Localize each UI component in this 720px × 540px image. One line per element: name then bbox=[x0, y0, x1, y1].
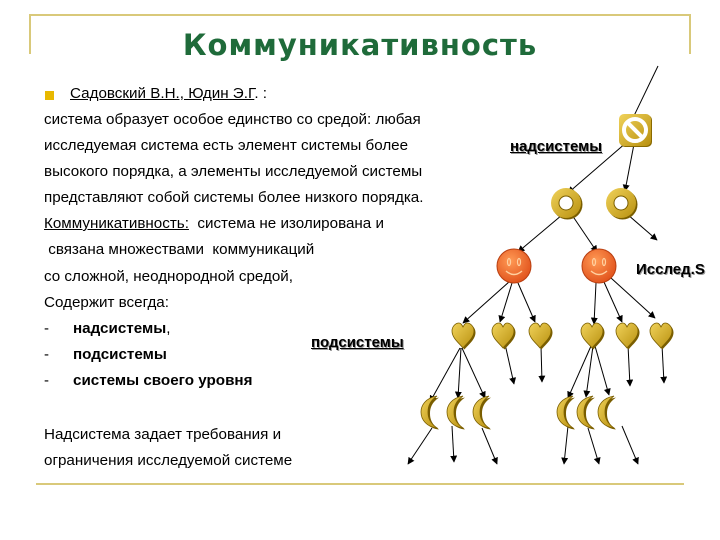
text-line-3: исследуемая система есть элемент системы более bbox=[44, 137, 409, 154]
connector-heart-l1-crescent-1 bbox=[430, 348, 460, 402]
list-dash-3: - bbox=[44, 372, 49, 389]
connector-crescent-r3-down bbox=[622, 426, 638, 464]
connector-ring-right-to-arrow bbox=[627, 214, 657, 240]
ring-icon bbox=[551, 188, 583, 220]
connector-heart-l1-crescent-2 bbox=[458, 348, 461, 398]
crescent-moon-icon bbox=[598, 396, 616, 430]
text-line-10: Надсистема задает требования и bbox=[44, 426, 282, 443]
crescents-group bbox=[421, 396, 616, 430]
connector-heart-l1-crescent-3 bbox=[462, 348, 485, 398]
connector-crescent-l2-down bbox=[452, 426, 454, 462]
connector-top-vertical bbox=[632, 66, 658, 120]
list-item-supersystems-label: надсистемы bbox=[73, 320, 167, 337]
smiley-face-icon bbox=[582, 249, 616, 283]
connector-face-left-heart-1 bbox=[463, 281, 510, 323]
connector-crescent-r2-down bbox=[588, 428, 599, 464]
crescent-moon-icon bbox=[473, 396, 491, 430]
connector-heart-r1-crescent-3 bbox=[595, 346, 609, 395]
text-line-11: ограничения исследуемой системе bbox=[44, 452, 293, 469]
list-item-supersystems-suffix: , bbox=[166, 320, 171, 337]
label-studied-system: Исслед.S bbox=[636, 261, 705, 278]
connector-crescent-l1-down bbox=[408, 428, 432, 464]
text-line-8: со сложной, неоднородной средой, bbox=[44, 268, 294, 285]
heart-icon bbox=[529, 323, 553, 350]
author-suffix: . : bbox=[254, 85, 267, 102]
text-line-5: представляют собой системы более низкого порядка. bbox=[44, 189, 424, 206]
crescent-moon-icon bbox=[421, 396, 439, 430]
connector-ring-left-to-face-left bbox=[518, 215, 562, 252]
label-subsystems: подсистемы bbox=[311, 334, 404, 351]
heart-icon bbox=[581, 323, 605, 350]
connector-crescent-r1-down bbox=[564, 426, 568, 464]
connector-heart-l2-down bbox=[505, 344, 514, 384]
heart-icon bbox=[616, 323, 640, 350]
page-title: Коммуникативность bbox=[182, 28, 538, 62]
text-line-9: Содержит всегда: bbox=[44, 294, 169, 311]
crescent-moon-icon bbox=[577, 396, 595, 430]
ring-icon bbox=[606, 188, 638, 220]
hearts-group bbox=[452, 323, 674, 350]
connector-face-right-heart-1 bbox=[594, 283, 596, 324]
text-line-6-rest: система не изолирована и bbox=[188, 215, 384, 232]
crescent-moon-icon bbox=[447, 396, 465, 430]
text-line-7: связана множествами коммуникаций bbox=[44, 241, 315, 258]
term-communicativity: Коммуникативность: bbox=[44, 215, 189, 232]
crescent-moon-icon bbox=[557, 396, 575, 430]
connector-face-right-heart-2 bbox=[604, 282, 622, 322]
list-item-subsystems: подсистемы bbox=[73, 346, 167, 363]
text-line-2: система образует особое единство со средой: любая bbox=[44, 111, 421, 128]
heart-icon bbox=[452, 323, 476, 350]
connector-ring-left-to-face-right bbox=[572, 215, 597, 252]
list-dash-2: - bbox=[44, 346, 49, 363]
label-supersystems: надсистемы bbox=[510, 138, 603, 155]
heart-icon bbox=[650, 323, 674, 350]
connector-heart-r1-crescent-1 bbox=[568, 346, 591, 398]
connector-heart-r1-crescent-2 bbox=[586, 346, 593, 397]
connector-face-left-heart-3 bbox=[518, 283, 535, 322]
smiley-face-icon bbox=[497, 249, 531, 283]
connector-heart-r3-down bbox=[662, 345, 664, 383]
list-dash-1: - bbox=[44, 320, 49, 337]
author-name: Садовский В.Н., Юдин Э.Г bbox=[70, 85, 255, 102]
list-item-same-level: системы своего уровня bbox=[73, 372, 253, 389]
heart-icon bbox=[492, 323, 516, 350]
connector-no-to-ring-right bbox=[625, 144, 634, 191]
text-line-4: высокого порядка, а элементы исследуемой системы bbox=[44, 163, 423, 180]
connector-heart-r2-down bbox=[628, 345, 630, 386]
connector-heart-l3-down bbox=[541, 346, 542, 382]
connector-crescent-l3-down bbox=[482, 428, 497, 464]
no-symbol-icon bbox=[619, 114, 652, 147]
